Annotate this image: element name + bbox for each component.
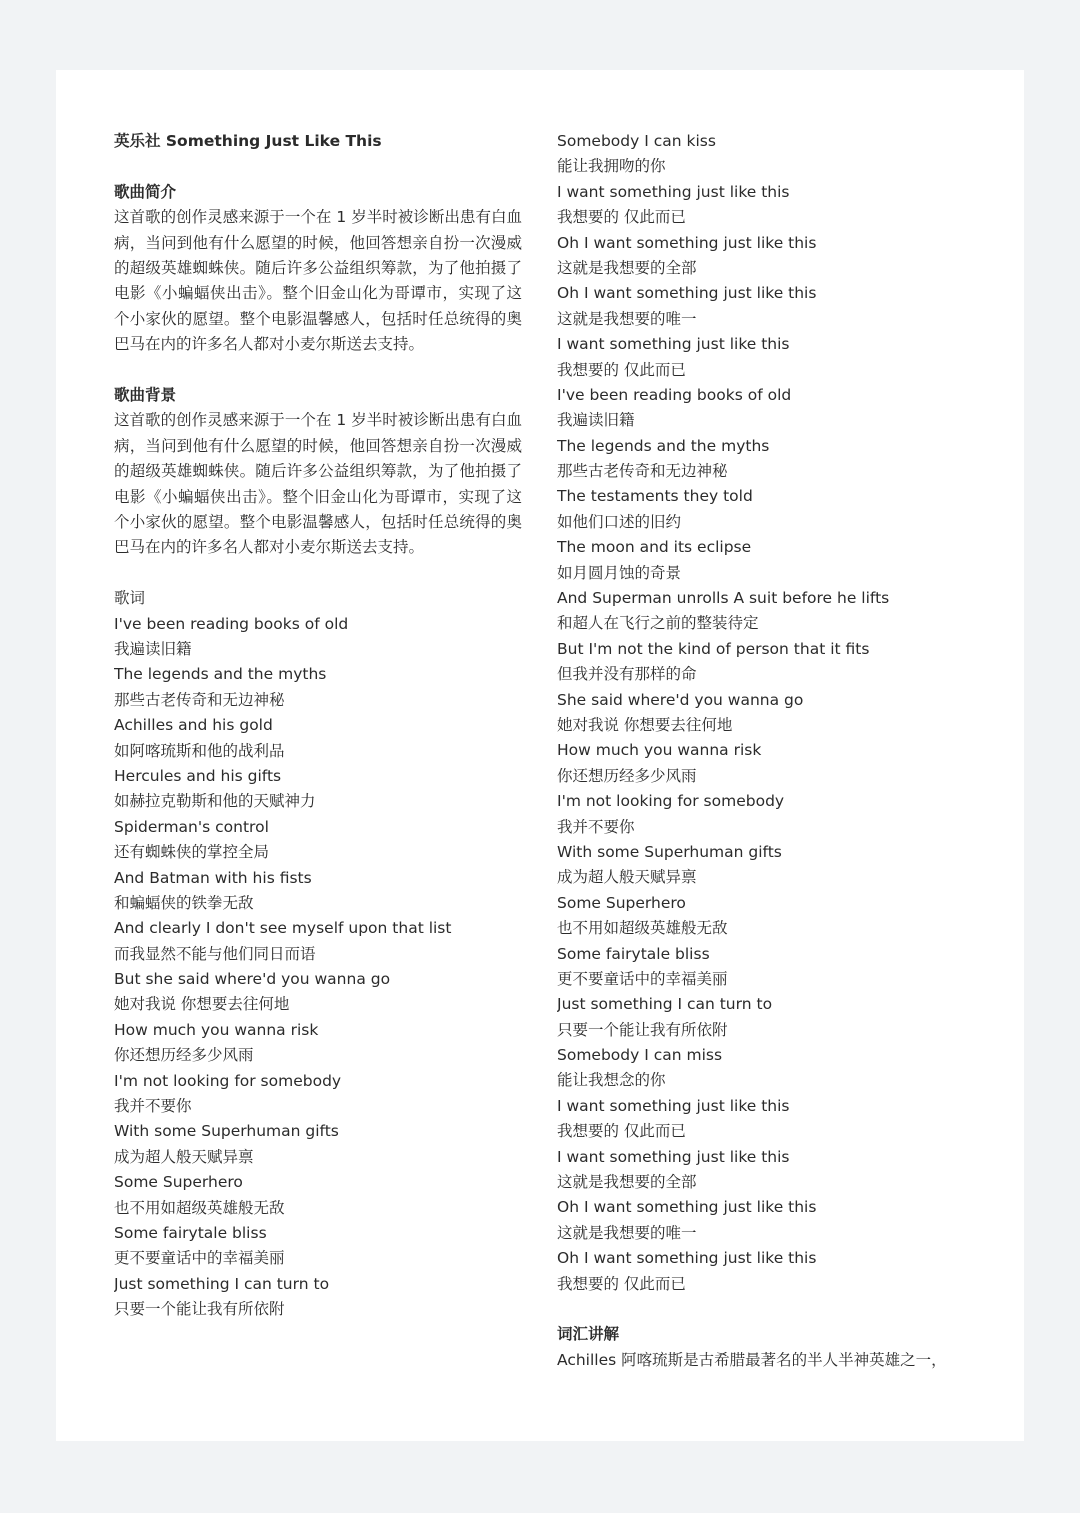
lyric-line: Spiderman's control <box>114 817 269 836</box>
lyric-line: I want something just like this <box>557 1147 790 1166</box>
lyric-line: How much you wanna risk <box>114 1020 319 1039</box>
lyric-line: 更不要童话中的幸福美丽 <box>557 969 728 988</box>
lyric-line: Somebody I can kiss <box>557 132 716 150</box>
lyric-line: I've been reading books of old <box>557 385 792 404</box>
lyric-line: And clearly I don't see myself upon that list <box>114 919 452 938</box>
lyric-line: 还有蜘蛛侠的掌控全局 <box>114 843 270 862</box>
lyric-line: 我并不要你 <box>557 817 635 836</box>
lyric-line: 这就是我想要的全部 <box>557 258 697 277</box>
spacer <box>114 358 554 383</box>
lyric-line: 她对我说 你想要去往何地 <box>557 715 733 734</box>
lyric-line: 我想要的 仅此而已 <box>557 1122 686 1141</box>
lyric-line: 你还想历经多少风雨 <box>557 766 697 785</box>
lyric-line: 这就是我想要的唯一 <box>557 309 697 328</box>
lyric-line: 我遍读旧籍 <box>114 640 192 658</box>
lyric-line: 她对我说 你想要去往何地 <box>114 995 290 1014</box>
lyric-line: 但我并没有那样的命 <box>557 665 697 684</box>
lyric-line: 更不要童话中的幸福美丽 <box>114 1249 285 1268</box>
lyric-line: The legends and the myths <box>557 436 770 455</box>
lyric-line: 如阿喀琉斯和他的战利品 <box>114 741 285 760</box>
background-paragraph: 这首歌的创作灵感来源于一个在 1 岁半时被诊断出患有白血病，当问到他有什么愿望的时候，他回答想亲自扮一次漫威的超级英雄蜘蛛侠。随后许多公益组织筹款，为了他拍摄了电影《小蝙蝠侠出击》。整个旧金山化为哥谭市，实现了这个小家伙的愿望。整个电影温馨感人，包括时任总统得的奥巴马在内的许多名人都对小麦尔斯送去支持。 <box>114 411 522 557</box>
lyric-line: 也不用如超级英雄般无敌 <box>557 919 728 938</box>
lyric-line: 成为超人般天赋异禀 <box>114 1147 254 1166</box>
lyric-line: 能让我拥吻的你 <box>557 157 666 176</box>
lyric-line: Some Superhero <box>114 1173 243 1192</box>
lyric-line: Some fairytale bliss <box>114 1223 267 1242</box>
lyric-line: Achilles and his gold <box>114 716 273 735</box>
lyric-line: 我遍读旧籍 <box>557 411 635 430</box>
lyric-line: I'm not looking for somebody <box>557 792 785 811</box>
intro-paragraph: 这首歌的创作灵感来源于一个在 1 岁半时被诊断出患有白血病，当问到他有什么愿望的时候，他回答想亲自扮一次漫威的超级英雄蜘蛛侠。随后许多公益组织筹款，为了他拍摄了电影《小蝙蝠侠出击》。整个旧金山化为哥谭市，实现了这个小家伙的愿望。整个电影温馨感人，包括时任总统得的奥巴马在内的许多名人都对小麦尔斯送去支持。 <box>114 208 522 354</box>
lyric-line: And Superman unrolls A suit before he lifts <box>557 589 890 608</box>
lyric-line: 能让我想念的你 <box>557 1071 666 1090</box>
lyric-line: Oh I want something just like this <box>557 284 817 303</box>
lyric-line: With some Superhuman gifts <box>114 1122 339 1141</box>
lyrics-heading: 歌词 <box>114 589 146 608</box>
lyric-line: Oh I want something just like this <box>557 1198 817 1217</box>
lyric-line: But she said where'd you wanna go <box>114 970 391 989</box>
lyric-line: I'm not looking for somebody <box>114 1071 342 1090</box>
lyric-line: How much you wanna risk <box>557 741 762 760</box>
lyric-line: I want something just like this <box>557 335 790 354</box>
lyric-line: Some fairytale bliss <box>557 944 710 963</box>
vocab-heading: 词汇讲解 <box>557 1325 620 1344</box>
lyric-line: 你还想历经多少风雨 <box>114 1046 254 1065</box>
lyric-line: I want something just like this <box>557 1096 790 1115</box>
lyrics-left-list <box>114 612 554 1323</box>
lyric-line: 我想要的 仅此而已 <box>557 360 686 379</box>
lyric-line: 只要一个能让我有所依附 <box>557 1020 728 1039</box>
lyric-line: I've been reading books of old <box>114 614 349 633</box>
document-title: 英乐社 Something Just Like This <box>114 132 382 150</box>
spacer <box>114 561 554 586</box>
lyric-line: 我想要的 仅此而已 <box>557 208 686 227</box>
lyric-line: 我并不要你 <box>114 1097 192 1116</box>
lyric-line: 如月圆月蚀的奇景 <box>557 563 682 582</box>
intro-heading: 歌曲简介 <box>114 182 177 201</box>
lyric-line: Some Superhero <box>557 893 686 912</box>
lyric-line: But I'm not the kind of person that it fits <box>557 639 870 658</box>
left-column <box>114 129 554 1323</box>
lyric-line: And Batman with his fists <box>114 868 312 887</box>
lyric-line: 如他们口述的旧约 <box>557 512 682 531</box>
lyric-line: With some Superhuman gifts <box>557 842 782 861</box>
lyric-line: Oh I want something just like this <box>557 233 817 252</box>
spacer <box>557 1297 997 1322</box>
lyric-line: Oh I want something just like this <box>557 1249 817 1268</box>
lyric-line: 而我显然不能与他们同日而语 <box>114 944 316 963</box>
lyric-line: 成为超人般天赋异禀 <box>557 868 697 887</box>
lyric-line: Somebody I can miss <box>557 1046 723 1065</box>
lyric-line: 那些古老传奇和无边神秘 <box>557 462 728 481</box>
lyric-line: Hercules and his gifts <box>114 766 282 785</box>
lyric-line: 只要一个能让我有所依附 <box>114 1300 285 1319</box>
lyric-line: The moon and its eclipse <box>557 538 752 557</box>
lyric-line: The legends and the myths <box>114 665 327 684</box>
lyric-line: 这就是我想要的唯一 <box>557 1223 697 1242</box>
vocab-line: Achilles 阿喀琉斯是古希腊最著名的半人半神英雄之一， <box>557 1350 947 1369</box>
lyric-line: 如赫拉克勒斯和他的天赋神力 <box>114 792 316 811</box>
spacer <box>114 154 554 179</box>
lyric-line: I want something just like this <box>557 182 790 201</box>
right-column <box>557 129 997 1373</box>
lyric-line: 那些古老传奇和无边神秘 <box>114 690 285 709</box>
lyric-line: 也不用如超级英雄般无敌 <box>114 1198 285 1217</box>
lyrics-right-list <box>557 129 997 1297</box>
lyric-line: 这就是我想要的全部 <box>557 1173 697 1192</box>
lyric-line: She said where'd you wanna go <box>557 690 804 709</box>
lyric-line: The testaments they told <box>557 487 753 506</box>
lyric-line: Just something I can turn to <box>557 995 773 1014</box>
lyric-line: Just something I can turn to <box>114 1274 330 1293</box>
lyric-line: 我想要的 仅此而已 <box>557 1274 686 1293</box>
lyric-line: 和蝙蝠侠的铁拳无敌 <box>114 893 254 912</box>
lyric-line: 和超人在飞行之前的整装待定 <box>557 614 759 633</box>
background-heading: 歌曲背景 <box>114 386 177 404</box>
